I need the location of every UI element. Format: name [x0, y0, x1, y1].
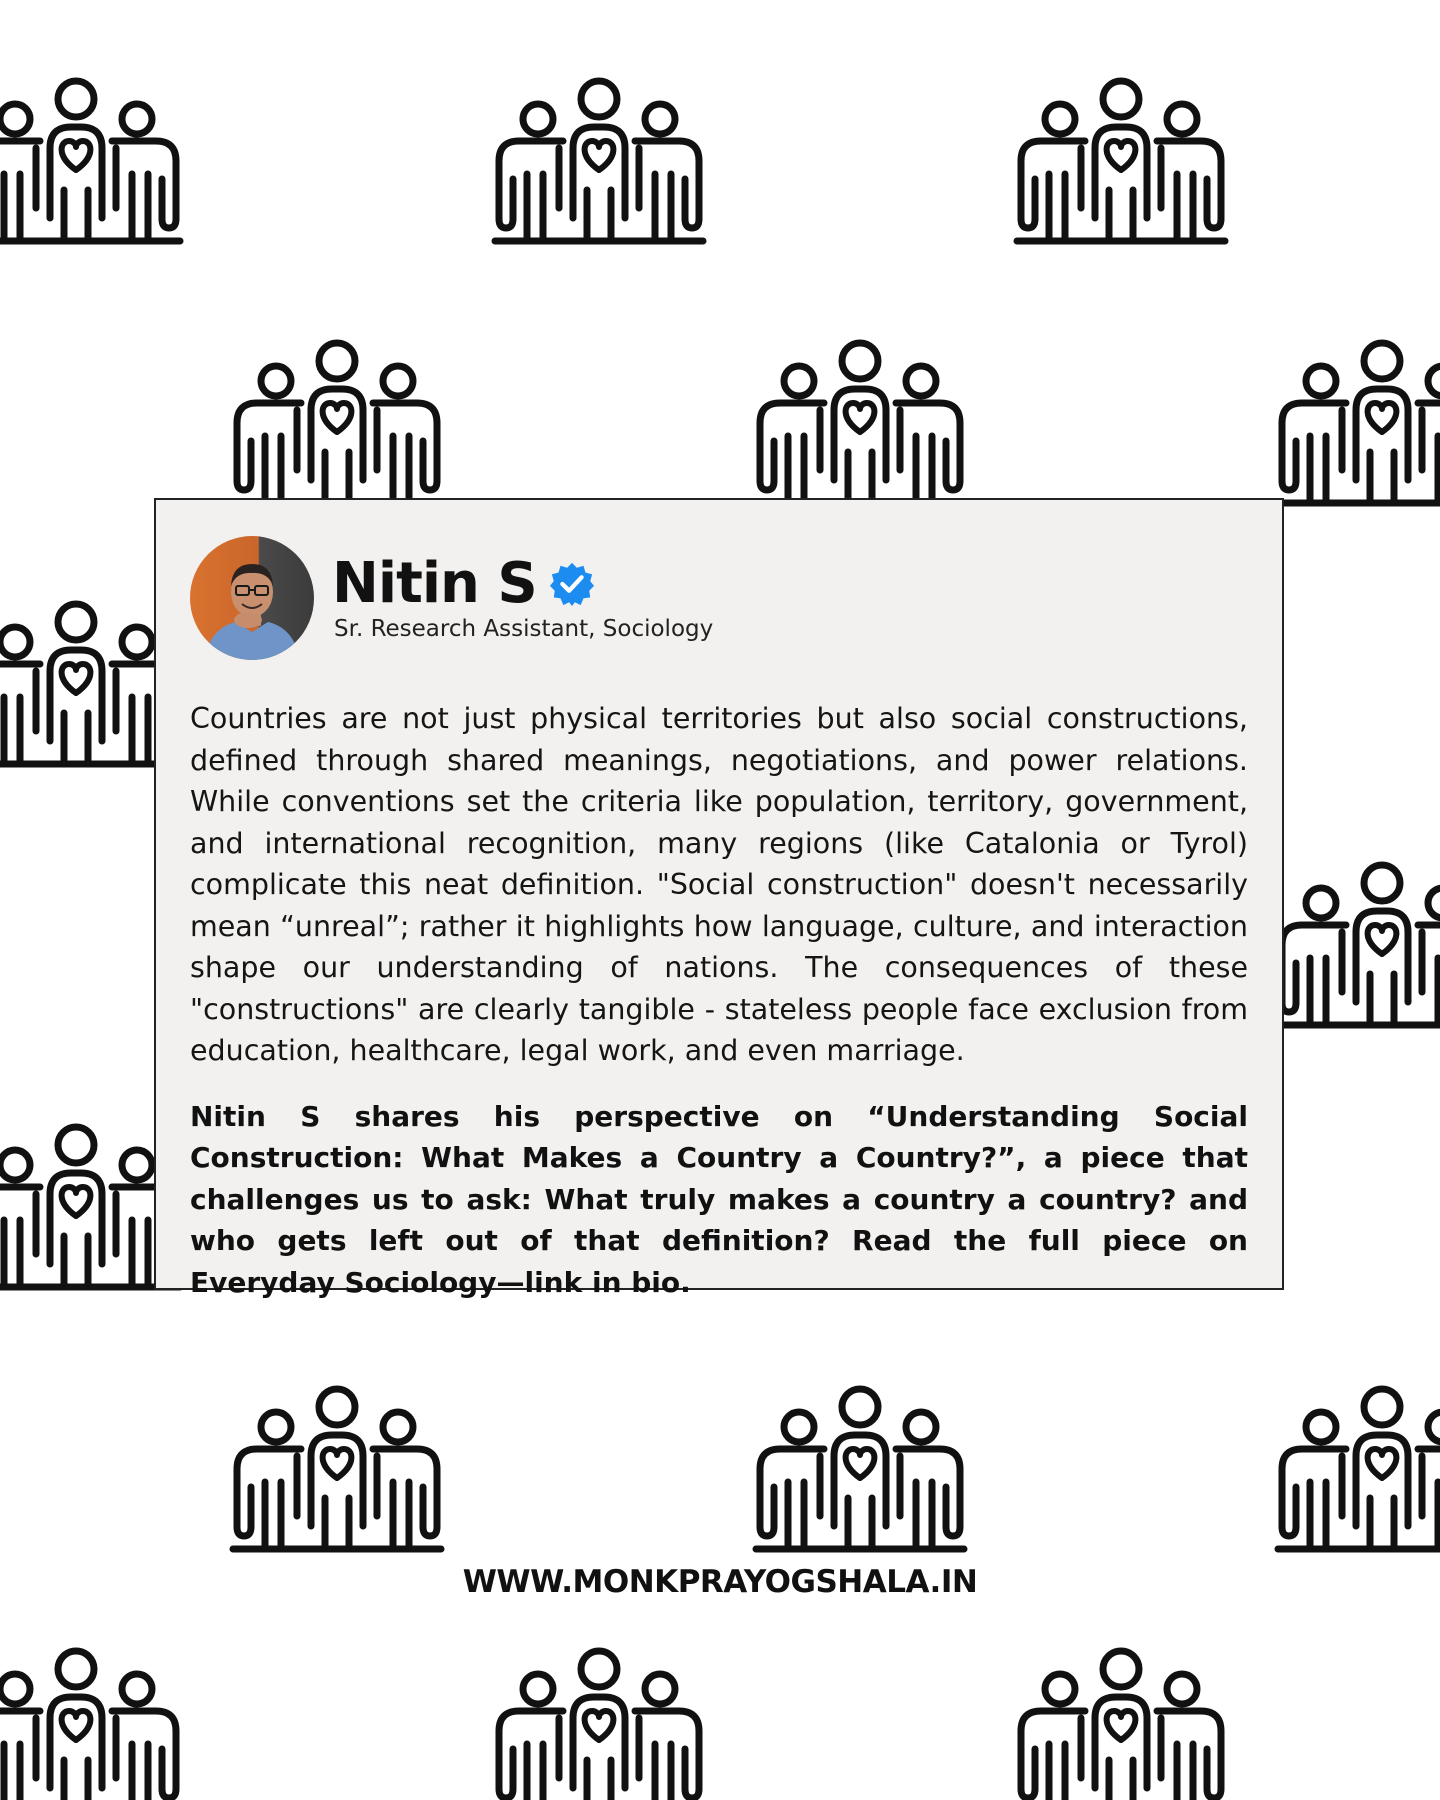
post-highlight-text: Nitin S shares his perspective on “Understanding Social Construction: What Makes a Country a Country?”, a piece that challenges us to ask: What truly makes a country a country? and who gets left out of that definition? Read the full piece on Everyday Sociology—link in bio. [190, 1099, 1248, 1299]
avatar [190, 536, 314, 660]
name-block [332, 551, 714, 642]
profile-role: Sr. Research Assistant, Sociology [334, 616, 714, 642]
website-url: WWW.MONKPRAYOGSHALA.IN [462, 1564, 978, 1600]
profile-header [190, 536, 1248, 660]
post-card [154, 498, 1284, 1299]
name-row [332, 551, 713, 616]
profile-name: Nitin S [332, 551, 537, 616]
post-body-text: Countries are not just physical territories but also social constructions, defined through shared meanings, negotiations, and power relations. While conventions set the criteria like population, territory, government, and international recognition, many regions (like Catalonia or Tyrol) complicate this neat definition. "Social construction" doesn't necessarily mean “unreal”; rather it highlights how language, culture, and interaction shape our understanding of nations. The consequences of these "constructions" are clearly tangible - stateless people face exclusion from education, healthcare, legal work, and even marriage. [190, 702, 1248, 1067]
verified-badge-icon [549, 561, 595, 607]
